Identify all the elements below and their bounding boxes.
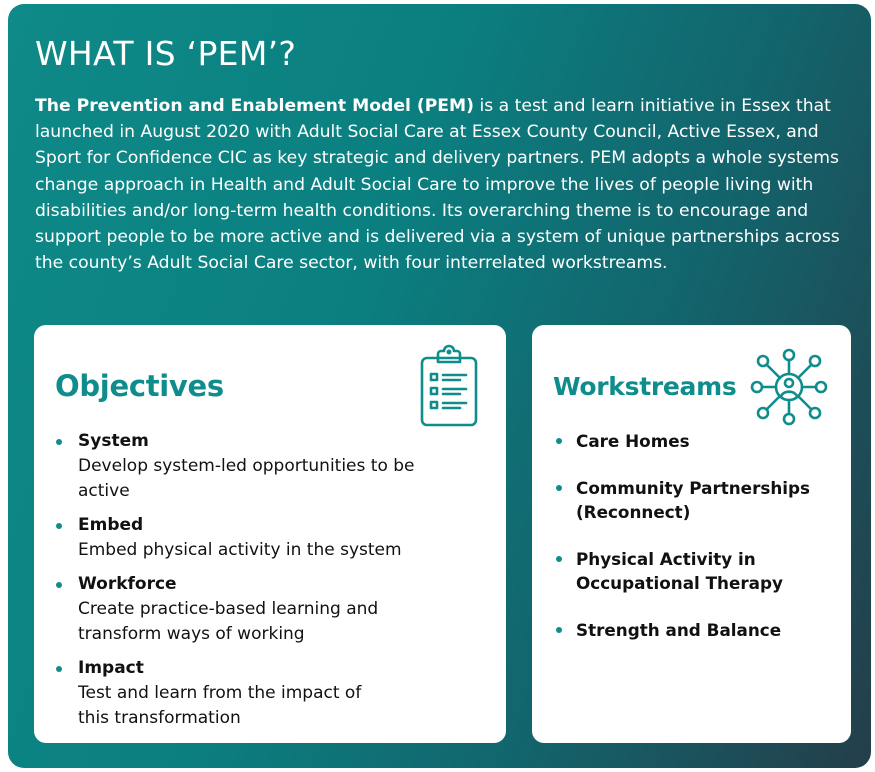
objective-desc-text: Create practice-based learning and transform ways of working bbox=[78, 599, 379, 644]
bullet-icon bbox=[556, 627, 562, 633]
list-item bbox=[556, 429, 846, 454]
objective-desc: Embed physical activity in the system bbox=[78, 540, 402, 560]
bullet-icon bbox=[556, 438, 562, 444]
intro-bold-lead: The Prevention and Enablement Model (PEM) bbox=[35, 96, 475, 116]
workstreams-list bbox=[556, 429, 846, 642]
workstream-label: Strength and Balance bbox=[576, 619, 782, 640]
list-item bbox=[56, 572, 418, 647]
list-item bbox=[556, 618, 846, 643]
bullet-icon bbox=[56, 582, 62, 588]
workstream-label: Care Homes bbox=[576, 431, 690, 451]
objective-desc-text: Develop system-led opportunities to be active bbox=[78, 456, 415, 501]
workstreams-card bbox=[532, 325, 851, 743]
info-panel bbox=[8, 4, 871, 768]
page-title: WHAT IS ‘PEM’? bbox=[35, 34, 297, 73]
objective-title: System bbox=[78, 431, 149, 451]
bullet-icon bbox=[56, 666, 62, 672]
objective-title: Impact bbox=[78, 658, 144, 678]
bullet-icon bbox=[556, 556, 562, 562]
objective-title: Embed bbox=[78, 515, 144, 535]
list-item bbox=[56, 656, 418, 731]
person-network-icon bbox=[748, 346, 830, 428]
objective-desc bbox=[78, 454, 418, 504]
bullet-icon bbox=[56, 523, 62, 529]
objectives-list bbox=[56, 429, 418, 740]
list-item bbox=[556, 547, 846, 596]
list-item bbox=[556, 476, 846, 525]
clipboard-checklist-icon bbox=[418, 344, 480, 428]
objective-desc bbox=[78, 597, 418, 647]
objective-title: Workforce bbox=[78, 574, 177, 594]
objective-desc bbox=[78, 681, 418, 731]
intro-paragraph bbox=[35, 93, 850, 276]
bullet-icon bbox=[556, 485, 562, 491]
workstreams-heading: Workstreams bbox=[553, 372, 737, 401]
workstream-label: Physical Activity in Occupational Therapy bbox=[576, 548, 783, 593]
intro-body-text: is a test and learn initiative in Essex that launched in August 2020 with Adult Social Care at Essex County Council, Active Essex, and Sport for Confidence CIC as key strategic and delivery partners. PEM adopts a whole systems change approach in Health and Adult Social Care to improve the lives of people living with disabilities and/or long-term health conditions. Its overarching theme is to encourage and support people to be more active and is delivered via a system of unique partnerships across the county’s Adult Social Care sector, with four interrelated workstreams. bbox=[35, 96, 840, 274]
objectives-card bbox=[34, 325, 506, 743]
objective-desc-text: Test and learn from the impact of this transformation bbox=[78, 683, 362, 728]
objectives-heading: Objectives bbox=[55, 369, 224, 403]
list-item bbox=[56, 513, 418, 563]
list-item bbox=[56, 429, 418, 504]
bullet-icon bbox=[56, 439, 62, 445]
workstream-label: Community Partnerships (Reconnect) bbox=[576, 477, 811, 522]
